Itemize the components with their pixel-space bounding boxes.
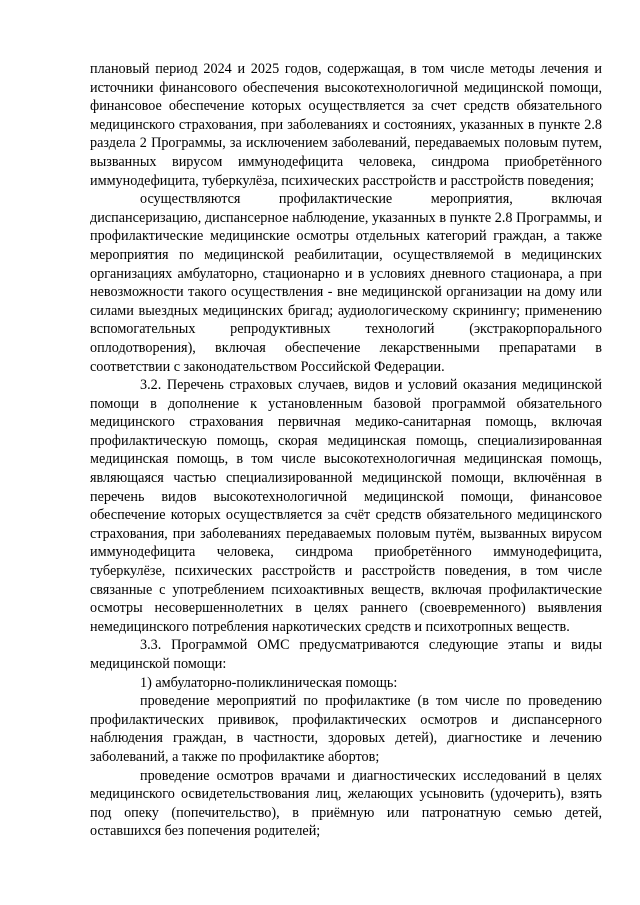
paragraph-prevention: проведение мероприятий по профилактике (в том числе по проведению профилактических прививок, профилактических осмотров и диспансерного наблюдения граждан, в частности, здоровых детей), диагностике и лечению заболеваний, а также по профилактике абортов; (90, 693, 602, 765)
paragraph-examinations: проведение осмотров врачами и диагностических исследований в целях медицинского освидетельствования лиц, желающих усыновить (удочерить), взять под опеку (попечительство), в приёмную или патронатную семью детей, оставшихся без попечения родителей; (90, 767, 602, 840)
document-page (90, 60, 602, 841)
paragraph-3-3: 3.3. Программой ОМС предусматриваются следующие этапы и виды медицинской помощи: (90, 637, 602, 672)
paragraph-item-1: 1) амбулаторно-поликлиническая помощь: (140, 674, 398, 691)
paragraph-3-2: 3.2. Перечень страховых случаев, видов и условий оказания медицинской помощи в дополнение к установленным базовой программой обязательного медицинского страхования первичная медико-санитарная помощь, включая профилактическую помощь, скорая медицинская помощь, специализированная медицинская помощь, в том числе высокотехнологичная медицинская помощь, являющаяся частью специализированной медицинской помощи, включённая в перечень видов высокотехнологичной медицинской помощи, финансовое обеспечение которых осуществляется за счёт средств обязательного медицинского страхования, при заболеваниях передаваемых половым путём, вызванных вирусом иммунодефицита человека, синдрома приобретённого иммунодефицита, туберкулёзе, психических расстройств и расстройств поведения, в том числе связанные с употреблением психоактивных веществ, включая профилактические осмотры несовершеннолетних в целях раннего (своевременного) выявления немедицинского потребления наркотических средств и психотропных веществ. (90, 377, 602, 635)
paragraph-continuation: плановый период 2024 и 2025 годов, содержащая, в том числе методы лечения и источники финансового обеспечения высокотехнологичной медицинской помощи, финансовое обеспечение которых осуществляется за счет средств обязательного медицинского страхования, при заболеваниях и состояниях, указанных в пункте 2.8 раздела 2 Программы, за исключением заболеваний, передаваемых половым путем, вызванных вирусом иммунодефицита человека, синдрома приобретённого иммунодефицита, туберкулёза, психических расстройств и расстройств поведения; (90, 61, 602, 189)
paragraph-preventive-measures: осуществляются профилактические мероприятия, включая диспансеризацию, диспансерное наблюдение, указанных в пункте 2.8 Программы, и профилактические медицинские осмотры отдельных категорий граждан, а также мероприятия по медицинской реабилитации, осуществляемой в медицинских организациях амбулаторно, стационарно и в условиях дневного стационара, а при невозможности такого осуществления - вне медицинской организации на дому или силами выездных медицинских бригад; аудиологическому скринингу; применению вспомогательных репродуктивных технологий (экстракорпорального оплодотворения), включая обеспечение лекарственными препаратами в соответствии с законодательством Российской Федерации. (90, 191, 602, 375)
